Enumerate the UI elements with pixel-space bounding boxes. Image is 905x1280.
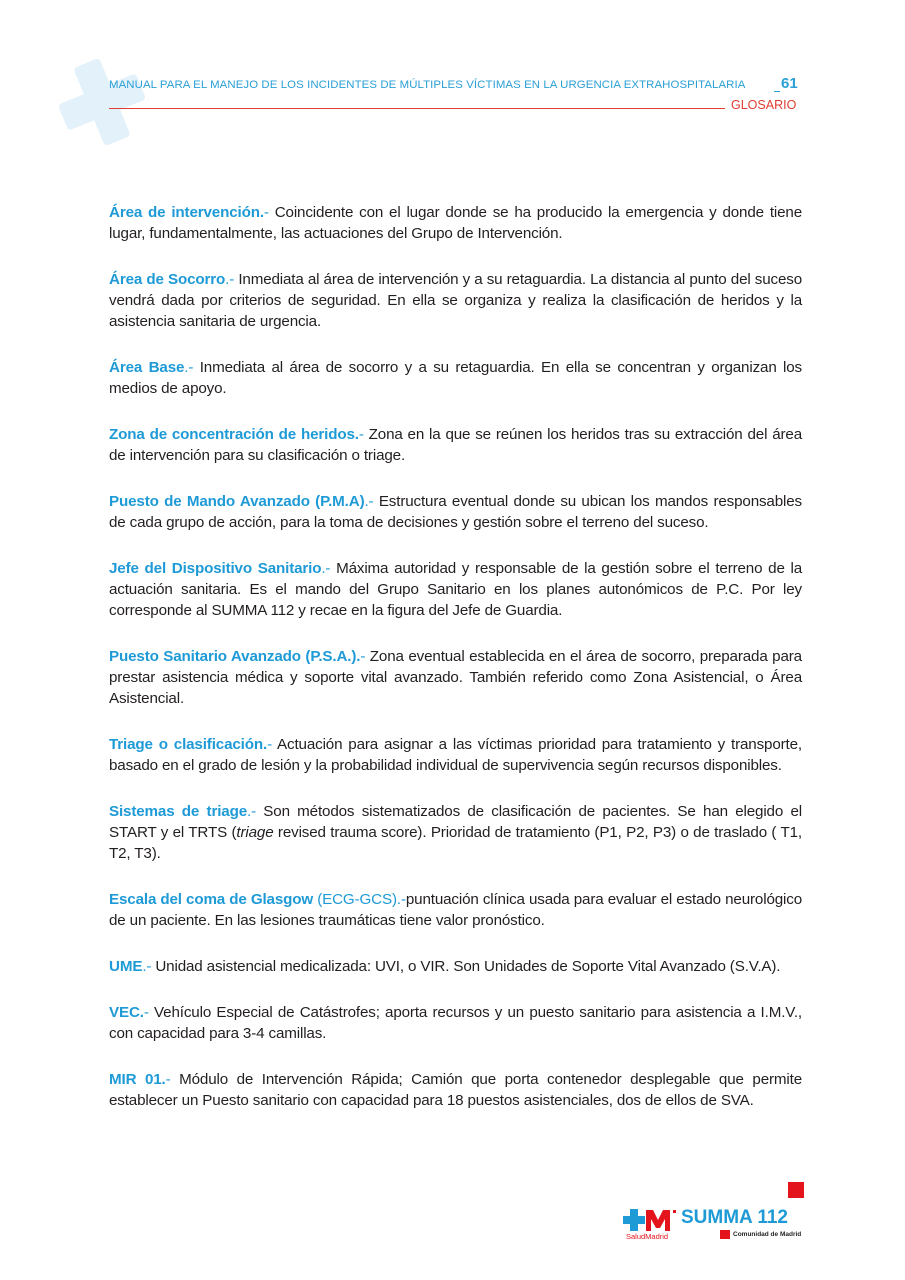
term-separator: .- bbox=[142, 958, 152, 975]
glossary-definition-end: revised trauma score). Prioridad de tratamiento (P1, P2, P3) o de traslado ( T1, T2, T3). bbox=[109, 824, 802, 862]
glossary-term: Jefe del Dispositivo Sanitario bbox=[109, 560, 322, 577]
term-separator: - bbox=[263, 204, 269, 221]
term-abbreviation: (ECG-GCS).- bbox=[313, 891, 406, 908]
glossary-term: Área de intervención. bbox=[109, 204, 264, 221]
glossary-term: Área Base bbox=[109, 359, 185, 376]
glossary-entry bbox=[109, 956, 802, 977]
comunidad-madrid-logo bbox=[720, 1230, 801, 1239]
glossary-term: Triage o clasificación. bbox=[109, 736, 268, 753]
background-cross-watermark bbox=[52, 52, 152, 152]
glossary-definition: Vehículo Especial de Catástrofes; aporta recursos y un puesto sanitario para asistencia a I.M.V., con capacidad para 3-4 camillas. bbox=[109, 1004, 802, 1042]
glossary-definition: Son métodos sistematizados de clasificación de pacientes. Se han elegido el START y el TRTS ( bbox=[109, 803, 802, 841]
glossary-entry bbox=[109, 1002, 802, 1044]
term-separator: - bbox=[267, 736, 272, 753]
glossary-entry bbox=[109, 269, 802, 332]
glossary-term: VEC. bbox=[109, 1004, 144, 1021]
term-separator: - bbox=[143, 1004, 149, 1021]
glossary-entry bbox=[109, 558, 802, 621]
term-separator: .- bbox=[225, 271, 235, 288]
glossary-term: Escala del coma de Glasgow bbox=[109, 891, 314, 908]
term-separator: .- bbox=[321, 560, 331, 577]
glossary-entry bbox=[109, 801, 802, 864]
summa-112-label: SUMMA 112 bbox=[681, 1207, 788, 1228]
glossary-entry bbox=[109, 202, 802, 244]
glossary-definition: Módulo de Intervención Rápida; Camión que porta contenedor desplegable que permite establecer un Puesto sanitario con capacidad para 18 puestos asistenciales, dos de ellos de SVA. bbox=[109, 1071, 802, 1109]
glossary-entry bbox=[109, 734, 802, 776]
term-separator: - bbox=[360, 648, 366, 665]
glossary-term: UME bbox=[109, 958, 143, 975]
glossary-definition: Unidad asistencial medicalizada: UVI, o VIR. Son Unidades de Soporte Vital Avanzado (S.V.A). bbox=[151, 958, 781, 975]
glossary-term: Puesto de Mando Avanzado (P.M.A) bbox=[109, 493, 365, 510]
glossary-term: Sistemas de triage bbox=[109, 803, 247, 820]
term-separator: .- bbox=[184, 359, 194, 376]
term-separator: - bbox=[165, 1071, 171, 1088]
header-title: MANUAL PARA EL MANEJO DE LOS INCIDENTES DE MÚLTIPLES VÍCTIMAS EN LA URGENCIA EXTRAHOSPITALARIA bbox=[109, 79, 746, 91]
salud-madrid-label: SaludMadrid bbox=[626, 1232, 669, 1241]
glossary-entry bbox=[109, 889, 802, 931]
glossary-definition: Máxima autoridad y responsable de la gestión sobre el terreno de la actuación sanitaria. Es el mando del Grupo Sanitario en los planes autonómicos de P.C. Por ley corresponde al SUMMA 112 y recae en la figura del Jefe de Guardia. bbox=[109, 560, 802, 619]
glossary-definition: puntuación clínica usada para evaluar el estado neurológico de un paciente. En las lesiones traumáticas tiene valor pronóstico. bbox=[109, 891, 802, 929]
glossary-entry bbox=[109, 1069, 802, 1111]
glossary-entry bbox=[109, 424, 802, 466]
term-separator: .- bbox=[364, 493, 374, 510]
glossary-definition: Zona eventual establecida en el área de socorro, preparada para prestar asistencia médica y soporte vital avanzado. También referido como Zona Asistencial, o Área Asistencial. bbox=[109, 648, 802, 707]
glossary-definition: Inmediata al área de intervención y a su retaguardia. La distancia al punto del suceso vendrá dada por criterios de seguridad. En ella se organiza y realiza la clasificación de heridos y la asistencia sanitaria de urgencia. bbox=[109, 271, 802, 330]
glossary-definition: Inmediata al área de socorro y a su retaguardia. En ella se concentran y organizan los medios de apoyo. bbox=[109, 359, 802, 397]
glossary-term: Puesto Sanitario Avanzado (P.S.A.). bbox=[109, 648, 361, 665]
section-label: GLOSARIO bbox=[731, 98, 797, 112]
glossary-entry bbox=[109, 646, 802, 709]
glossary-entry bbox=[109, 357, 802, 399]
glossary-term: MIR 01. bbox=[109, 1071, 166, 1088]
comunidad-flag-icon bbox=[720, 1230, 730, 1239]
glossary-definition-italic: triage bbox=[236, 824, 274, 841]
glossary-term: Zona de concentración de heridos. bbox=[109, 426, 359, 443]
comunidad-madrid-label: Comunidad de Madrid bbox=[733, 1231, 802, 1238]
page-number: 61 bbox=[781, 75, 798, 92]
glossary-definition: Estructura eventual donde su ubican los mandos responsables de cada grupo de acción, para la toma de decisiones y gestión sobre el terreno del suceso. bbox=[109, 493, 802, 531]
glossary-definition: Actuación para asignar a las víctimas prioridad para tratamiento y transporte, basado en el grado de lesión y la probabilidad individual de supervivencia según recursos disponibles. bbox=[109, 736, 802, 774]
header-tick-rule bbox=[774, 91, 780, 92]
glossary-definition: Zona en la que se reúnen los heridos tras su extracción del área de intervención para su clasificación o triage. bbox=[109, 426, 802, 464]
glossary-list bbox=[109, 202, 802, 1136]
term-separator: - bbox=[358, 426, 364, 443]
glossary-term: Área de Socorro bbox=[109, 271, 226, 288]
header-rule bbox=[109, 108, 725, 109]
glossary-entry bbox=[109, 491, 802, 533]
red-square-mark bbox=[788, 1182, 804, 1198]
glossary-definition: Coincidente con el lugar donde se ha producido la emergencia y donde tiene lugar, fundamentalmente, las actuaciones del Grupo de Intervención. bbox=[109, 204, 802, 242]
term-separator: .- bbox=[247, 803, 256, 820]
